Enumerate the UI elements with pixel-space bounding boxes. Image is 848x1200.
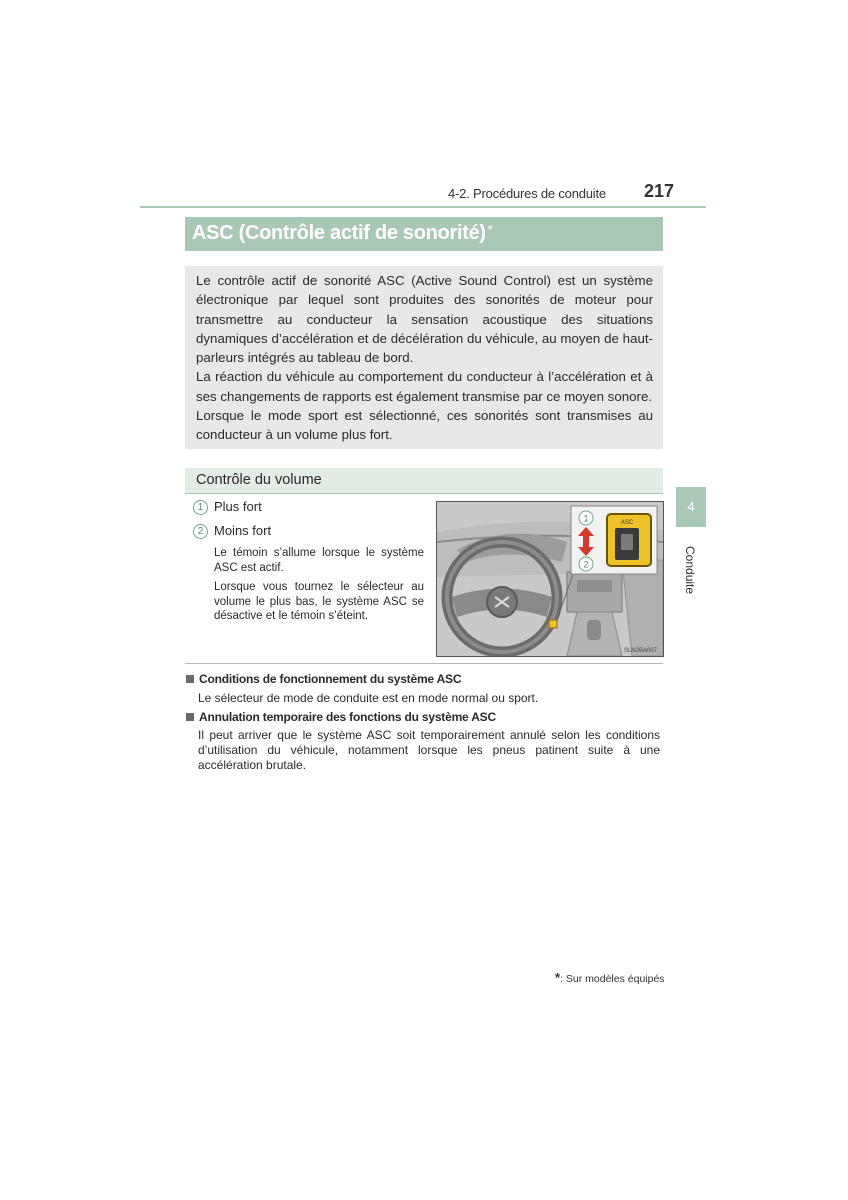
condition-title-2: [186, 710, 496, 724]
volume-section-header: [185, 468, 663, 494]
item-number-2: 2: [193, 524, 208, 539]
item-label-louder: Plus fort: [214, 499, 262, 514]
dashboard-illustration: [436, 501, 664, 657]
chapter-tab: [676, 487, 706, 527]
section-title: [192, 222, 493, 245]
running-header-section: 4-2. Procédures de conduite: [448, 186, 606, 201]
footnote-marker: *: [487, 222, 493, 237]
bullet-square-icon: [186, 713, 194, 721]
intro-paragraph: Lorsque le mode sport est sélectionné, ces sonorités sont transmises au conducteur à un volume plus fort.: [196, 408, 653, 443]
dashboard-drawing: [437, 502, 663, 656]
section-title-bar: [185, 217, 663, 251]
switch-label: ASC: [620, 520, 634, 526]
footnote-star: *: [555, 970, 561, 985]
chapter-label: Conduite: [683, 546, 697, 595]
footnote-text: : Sur modèles équipés: [560, 973, 665, 985]
callout-number-1: 1: [583, 513, 589, 524]
volume-section-title: Contrôle du volume: [196, 472, 322, 488]
bullet-square-icon: [186, 675, 194, 683]
item-label-quieter: Moins fort: [214, 523, 272, 538]
intro-box: [185, 266, 663, 449]
section-divider: [185, 663, 663, 664]
header-rule: [140, 206, 706, 208]
deactivation-note: Lorsque vous tournez le sélecteur au volume le plus bas, le système ASC se désactive et le témoin s’éteint.: [214, 581, 424, 622]
condition-body-2: Il peut arriver que le système ASC soit temporairement annulé selon les conditions d’utilisation du véhicule, notamment lorsque les pneus patinent suite à une accélération brutale.: [198, 728, 660, 772]
intro-paragraph: Le contrôle actif de sonorité ASC (Active Sound Control) est un système électronique par lequel sont produites des sonorités de moteur pour transmettre au conducteur la sensation acoustique des situations dynamiques d’accélération et de décélération du véhicule, au moyen de haut-parleurs intégrés au tableau de bord.: [196, 273, 653, 366]
footnote: [555, 970, 665, 985]
section-title-text: ASC (Contrôle actif de sonorité): [192, 222, 486, 244]
page-number: 217: [644, 181, 675, 201]
item-number-1: 1: [193, 500, 208, 515]
condition-body-1: Le sélecteur de mode de conduite est en mode normal ou sport.: [198, 691, 539, 705]
illustration-code: SLN2BA007: [623, 648, 657, 654]
chapter-number: 4: [687, 499, 695, 514]
indicator-note: Le témoin s’allume lorsque le système ASC est actif.: [214, 547, 424, 574]
condition-title-text: Annulation temporaire des fonctions du système ASC: [199, 710, 496, 724]
condition-title-text: Conditions de fonctionnement du système ASC: [199, 672, 462, 686]
intro-paragraph: La réaction du véhicule au comportement du conducteur à l’accélération et à ses changements de rapports est également transmise par ce moyen sonore.: [196, 369, 653, 404]
condition-title-1: [186, 672, 461, 686]
callout-number-2: 2: [583, 559, 589, 570]
